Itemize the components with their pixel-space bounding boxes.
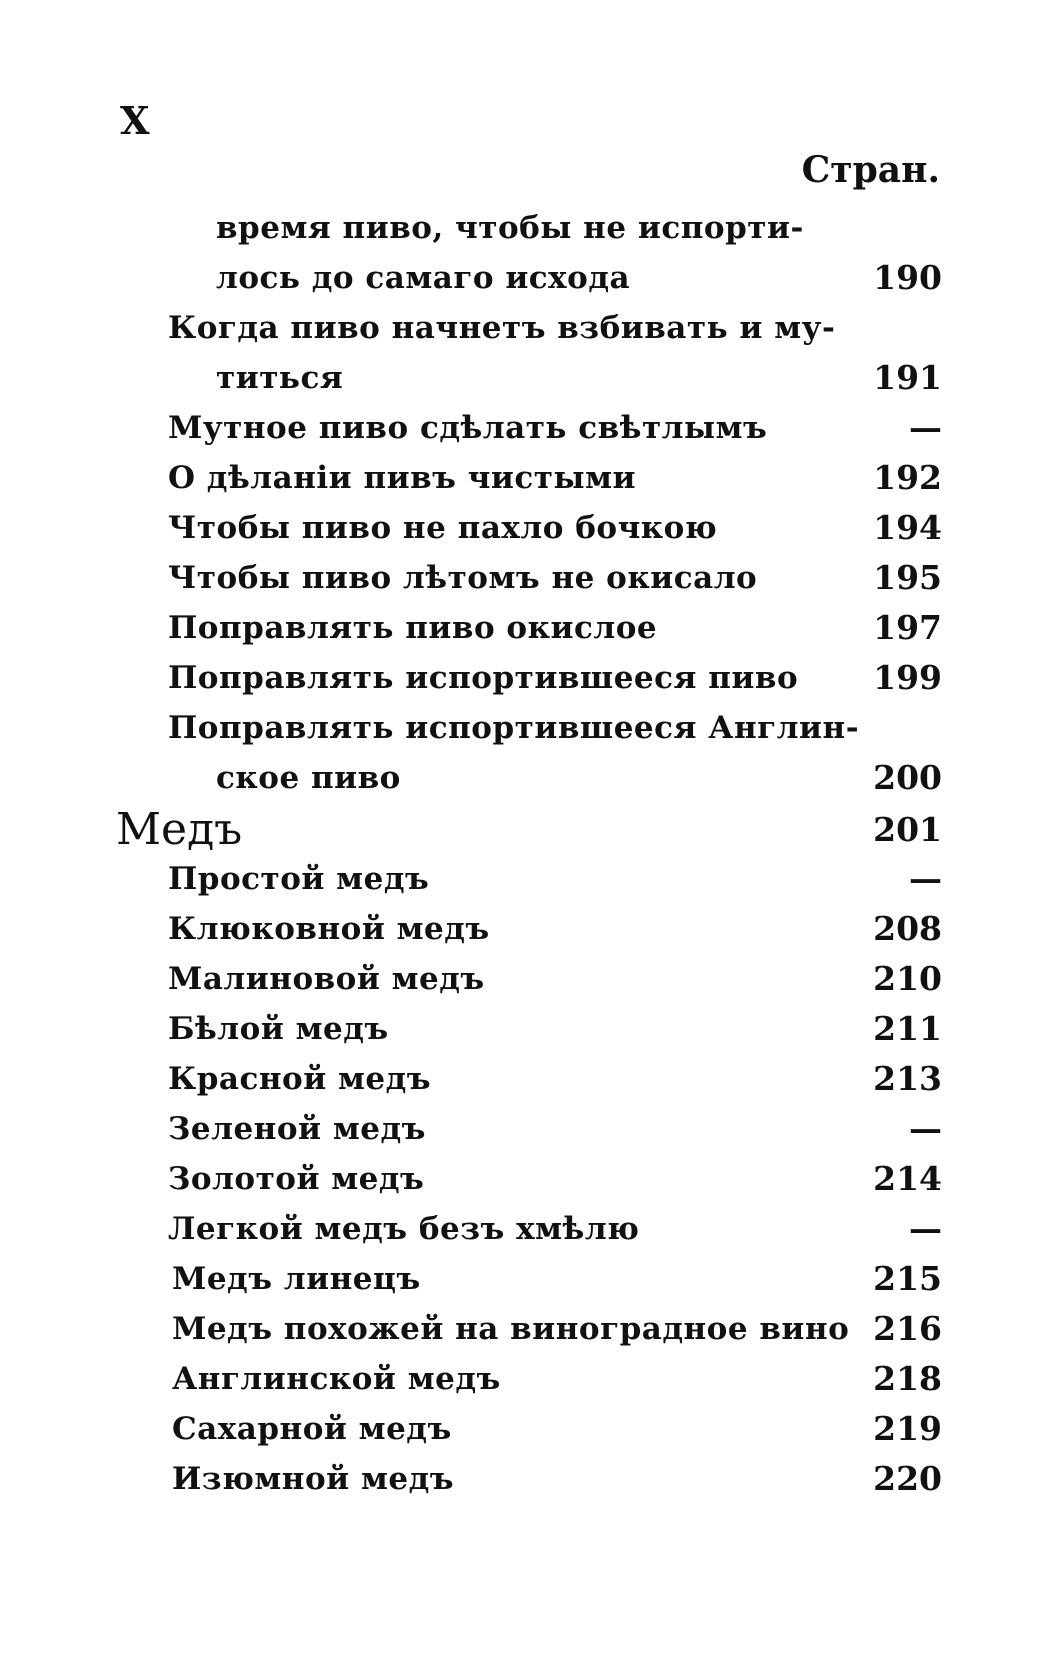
toc-entry	[0, 1104, 1044, 1154]
toc-page-number: 208	[873, 909, 942, 948]
toc-page-number: 191	[873, 358, 942, 397]
toc-entry	[0, 1254, 1044, 1304]
toc-page-number: 218	[873, 1359, 942, 1398]
toc-page-number: 197	[873, 608, 942, 647]
toc-page-number: 219	[873, 1409, 942, 1448]
toc-entry-title: Чтобы пиво не пахло бочкою	[168, 510, 718, 546]
toc-entry-title: Изюмной медъ	[172, 1461, 455, 1497]
toc-entry-line	[0, 753, 1044, 803]
toc-entry	[0, 954, 1044, 1004]
toc-entry	[0, 403, 1044, 453]
toc-page-number: 211	[873, 1009, 942, 1048]
toc-entry	[0, 1154, 1044, 1204]
toc-entry-title: Сахарной медъ	[172, 1411, 452, 1447]
toc-entry	[0, 1454, 1044, 1504]
toc-entry-title: Поправлять испортившееся Англин-	[168, 710, 860, 746]
toc-page-number: 192	[873, 458, 942, 497]
toc-entry	[0, 1004, 1044, 1054]
section-title: Медъ	[116, 804, 243, 855]
toc-entry-line	[0, 303, 1044, 353]
toc-page-number: 200	[873, 758, 942, 797]
toc-entry	[0, 503, 1044, 553]
toc-page-number: 199	[873, 658, 942, 697]
toc-entry-title: Красной медъ	[168, 1061, 432, 1097]
toc-entry-title: Зеленой медъ	[168, 1111, 426, 1147]
toc-entry-title: Малиновой медъ	[168, 961, 485, 997]
toc-entry-title: титься	[216, 360, 344, 396]
section-page-number: 201	[873, 810, 942, 849]
toc-entry-title: лось до самаго исхода	[216, 260, 631, 296]
toc-page-number: 194	[873, 508, 942, 547]
toc-entry-title: Поправлять пиво окислое	[168, 610, 658, 646]
toc-entry-line	[0, 353, 1044, 403]
toc-entry-title: Когда пиво начнетъ взбивать и му-	[168, 310, 836, 346]
toc-entry	[0, 1304, 1044, 1354]
toc-entry-title: Простой медъ	[168, 861, 430, 897]
toc-page-number: —	[909, 408, 942, 447]
toc-entry	[0, 603, 1044, 653]
toc-entry-title: Медъ линецъ	[172, 1261, 421, 1297]
toc-entry-title: Чтобы пиво лѣтомъ не окисало	[168, 560, 758, 596]
toc-entry	[0, 453, 1044, 503]
toc-entry	[0, 1404, 1044, 1454]
toc-entry-line	[0, 253, 1044, 303]
toc-entry-title: Медъ похожей на виноградное вино	[172, 1311, 850, 1347]
toc-page-number: 213	[873, 1059, 942, 1098]
toc-entry-line	[0, 203, 1044, 253]
toc-entry-title: Англинской медъ	[172, 1361, 501, 1397]
toc-page-number: 210	[873, 959, 942, 998]
toc-entry-title: Поправлять испортившееся пиво	[168, 660, 799, 696]
toc-entry-title: время пиво, чтобы не испорти-	[216, 210, 804, 246]
toc-page-number: 216	[873, 1309, 942, 1348]
toc-entry-title: Клюковной медъ	[168, 911, 490, 947]
toc-entry	[0, 854, 1044, 904]
toc-page-number: 195	[873, 558, 942, 597]
toc-page-number: 190	[873, 258, 942, 297]
toc-entry	[0, 1054, 1044, 1104]
toc-entry	[0, 553, 1044, 603]
toc-entry-title: ское пиво	[216, 760, 401, 796]
toc-entry-title: Золотой медъ	[168, 1161, 425, 1197]
toc-page-number: 220	[873, 1459, 942, 1498]
toc-page-number: —	[909, 1209, 942, 1248]
toc-page-number: —	[909, 859, 942, 898]
toc-page-number: —	[909, 1109, 942, 1148]
toc-entry-title: Легкой медъ безъ хмѣлю	[168, 1211, 640, 1247]
toc-entry-title: Бѣлой медъ	[168, 1011, 389, 1047]
toc-page-number: 215	[873, 1259, 942, 1298]
toc-entry	[0, 1204, 1044, 1254]
page-column-header: Стран.	[801, 149, 940, 191]
toc-entry-title: Мутное пиво сдѣлать свѣтлымъ	[168, 410, 768, 446]
page-number: X	[120, 98, 150, 143]
toc-section-heading	[0, 800, 1044, 860]
toc-page-number: 214	[873, 1159, 942, 1198]
toc-entry-title: О дѣланіи пивъ чистыми	[168, 460, 637, 496]
toc-entry	[0, 904, 1044, 954]
toc-entry	[0, 1354, 1044, 1404]
toc-entry	[0, 653, 1044, 703]
toc-entry-line	[0, 703, 1044, 753]
